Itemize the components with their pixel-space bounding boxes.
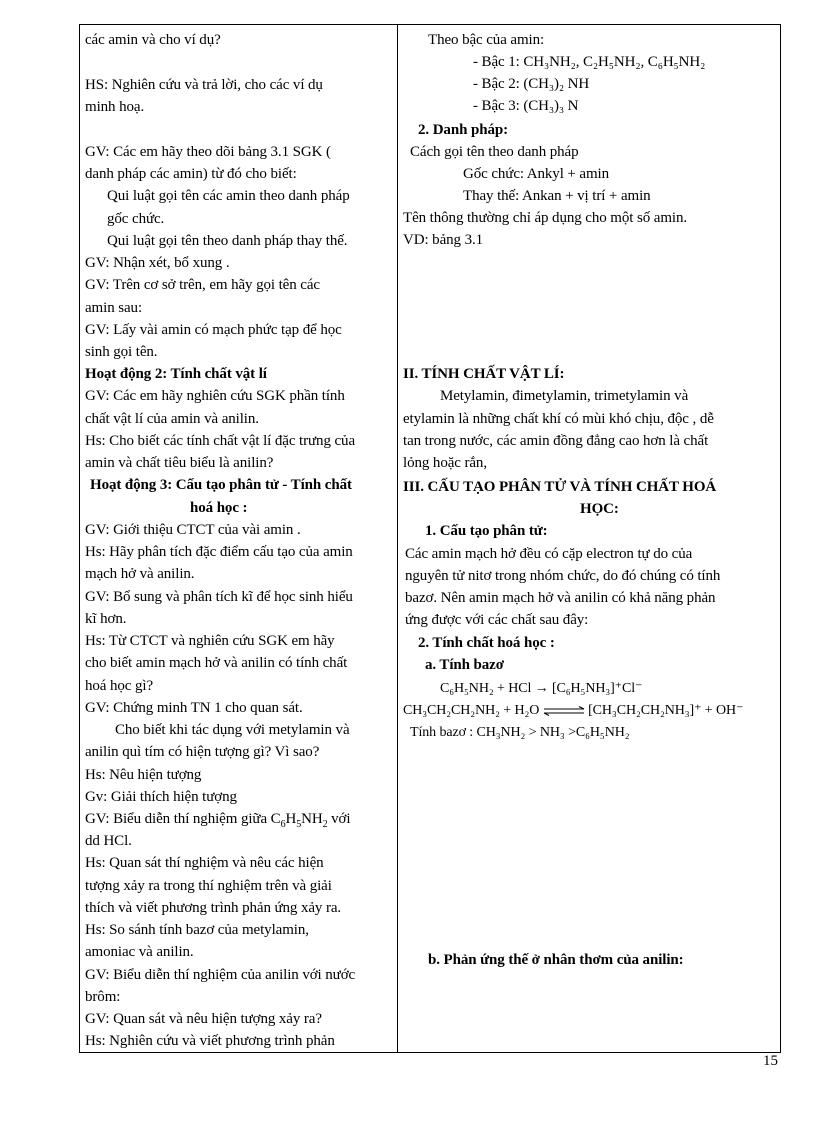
equation-line: CH₃CH₂CH₂NH₂ + H₂O [CH₃CH₂CH₂NH₃]⁺ + OH⁻ [403, 703, 744, 718]
activity-heading: Hoạt động 2: Tính chất vật lí [85, 366, 267, 382]
column-divider [397, 25, 398, 1052]
text-line: Qui luật gọi tên theo danh pháp thay thế. [107, 233, 348, 249]
section-heading: 2. Danh pháp: [418, 122, 508, 138]
text-line: Gv: Giải thích hiện tượng [85, 789, 237, 805]
text-line: GV: Nhận xét, bổ xung . [85, 255, 230, 271]
text-line: thích và viết phương trình phản ứng xảy ra. [85, 900, 342, 916]
text-line: HS: Nghiên cứu và trả lời, cho các ví dụ [85, 77, 323, 93]
text-line: tượng xảy ra trong thí nghiệm trên và giải [85, 878, 332, 894]
section-heading: 2. Tính chất hoá học : [418, 635, 555, 651]
text-line: Qui luật gọi tên các amin theo danh pháp [107, 188, 350, 204]
text-line: sinh gọi tên. [85, 344, 158, 360]
text-line: Hs: Cho biết các tính chất vật lí đặc trưng của [85, 433, 356, 449]
text-line: Tên thông thường chỉ áp dụng cho một số amin. [403, 210, 688, 226]
text-line: kĩ hơn. [85, 611, 127, 627]
equilibrium-arrow-icon [543, 706, 585, 716]
text-line: Hs: So sánh tính bazơ của metylamin, [85, 922, 309, 938]
text-line: Metylamin, đimetylamin, trimetylamin và [440, 388, 689, 404]
text-line: GV: Các em hãy nghiên cứu SGK phần tính [85, 388, 345, 404]
activity-heading: hoá học : [190, 500, 248, 516]
text-line: Gốc chức: Ankyl + amin [463, 166, 610, 182]
text-line: GV: Giới thiệu CTCT của vài amin . [85, 522, 301, 538]
activity-heading: Hoạt động 3: Cấu tạo phân tử - Tính chất [90, 477, 352, 493]
text-line: brôm: [85, 989, 121, 1005]
text-line: amin sau: [85, 300, 143, 316]
text-line: Hs: Nghiên cứu và viết phương trình phản [85, 1033, 335, 1049]
section-heading: HỌC: [580, 501, 619, 517]
page-number: 15 [763, 1053, 778, 1069]
text-line: anilin quì tím có hiện tượng gì? Vì sao? [85, 744, 320, 760]
text-line: Hs: Từ CTCT và nghiên cứu SGK em hãy [85, 633, 335, 649]
text-line: các amin và cho ví dụ? [85, 32, 221, 48]
text-line: Cách gọi tên theo danh pháp [410, 144, 579, 160]
text-line: Thay thế: Ankan + vị trí + amin [463, 188, 651, 204]
text-line: GV: Chứng minh TN 1 cho quan sát. [85, 700, 303, 716]
text-line: Hs: Nêu hiện tượng [85, 767, 202, 783]
section-heading: a. Tính bazơ [425, 657, 504, 673]
text-line: nguyên tử nitơ trong nhóm chức, do đó chúng có tính [405, 568, 721, 584]
text-line: VD: bảng 3.1 [403, 232, 484, 248]
text-line: dd HCl. [85, 833, 132, 849]
text-line: GV: Trên cơ sở trên, em hãy gọi tên các [85, 277, 320, 293]
text-line: hoá học gì? [85, 678, 154, 694]
text-line: chất vật lí của amin và anilin. [85, 411, 259, 427]
text-line: Các amin mạch hở đều có cặp electron tự do của [405, 546, 693, 562]
text-line: GV: Lấy vài amin có mạch phức tạp để học [85, 322, 342, 338]
equation-line: C₆H₅NH₂ + HCl → [C₆H₅NH₃]⁺Cl⁻ [440, 681, 643, 696]
text-line: amin và chất tiêu biểu là anilin? [85, 455, 274, 471]
text-line: GV: Quan sát và nêu hiện tượng xảy ra? [85, 1011, 322, 1027]
text-line: GV: Biểu diễn thí nghiệm giữa $C_6H_5NH_2$ với [85, 811, 351, 830]
text-line: gốc chức. [107, 211, 165, 227]
text-line: amoniac và anilin. [85, 944, 194, 960]
section-heading: b. Phản ứng thế ở nhân thơm của anilin: [428, 952, 684, 968]
text-line: Hs: Hãy phân tích đặc điểm cấu tạo của amin [85, 544, 353, 560]
text-line: tan trong nước, các amin đồng đẳng cao hơn là chất [403, 433, 709, 449]
text-line: Hs: Quan sát thí nghiệm và nêu các hiện [85, 855, 324, 871]
text-line: minh hoạ. [85, 99, 145, 115]
text-line: - Bậc 3: (CH₃)₃ N [473, 98, 579, 114]
text-line: Cho biết khi tác dụng với metylamin và [115, 722, 350, 738]
text-line: GV: Biểu diễn thí nghiệm của anilin với nước [85, 967, 356, 983]
text-line: cho biết amin mạch hở và anilin có tính chất [85, 655, 348, 671]
text-line: bazơ. Nên amin mạch hở và anilin có khả năng phản [405, 590, 716, 606]
text-line: lỏng hoặc rắn, [403, 455, 487, 471]
text-line: danh pháp các amin) từ đó cho biết: [85, 166, 297, 182]
text-line: GV: Bổ sung và phân tích kĩ để học sinh hiểu [85, 589, 353, 605]
equation-line: Tính bazơ : CH₃NH₂ > NH₃ >C₆H₅NH₂ [410, 725, 630, 740]
text-line: ứng được với các chất sau đây: [405, 612, 589, 628]
text-line: mạch hở và anilin. [85, 566, 195, 582]
text-line: - Bậc 1: CH₃NH₂, C₂H₅NH₂, C₆H₅NH₂ [473, 54, 706, 70]
text-line: GV: Các em hãy theo dõi bảng 3.1 SGK ( [85, 144, 331, 160]
text-line: - Bậc 2: (CH₃)₂ NH [473, 76, 590, 92]
text-line: Theo bậc của amin: [428, 32, 545, 48]
section-heading: III. CẤU TẠO PHÂN TỬ VÀ TÍNH CHẤT HOÁ [403, 479, 717, 495]
text-line: etylamin là những chất khí có mùi khó chịu, độc , dễ [403, 411, 714, 427]
section-heading: II. TÍNH CHẤT VẬT LÍ: [403, 366, 565, 382]
section-heading: 1. Cấu tạo phân tử: [425, 523, 548, 539]
